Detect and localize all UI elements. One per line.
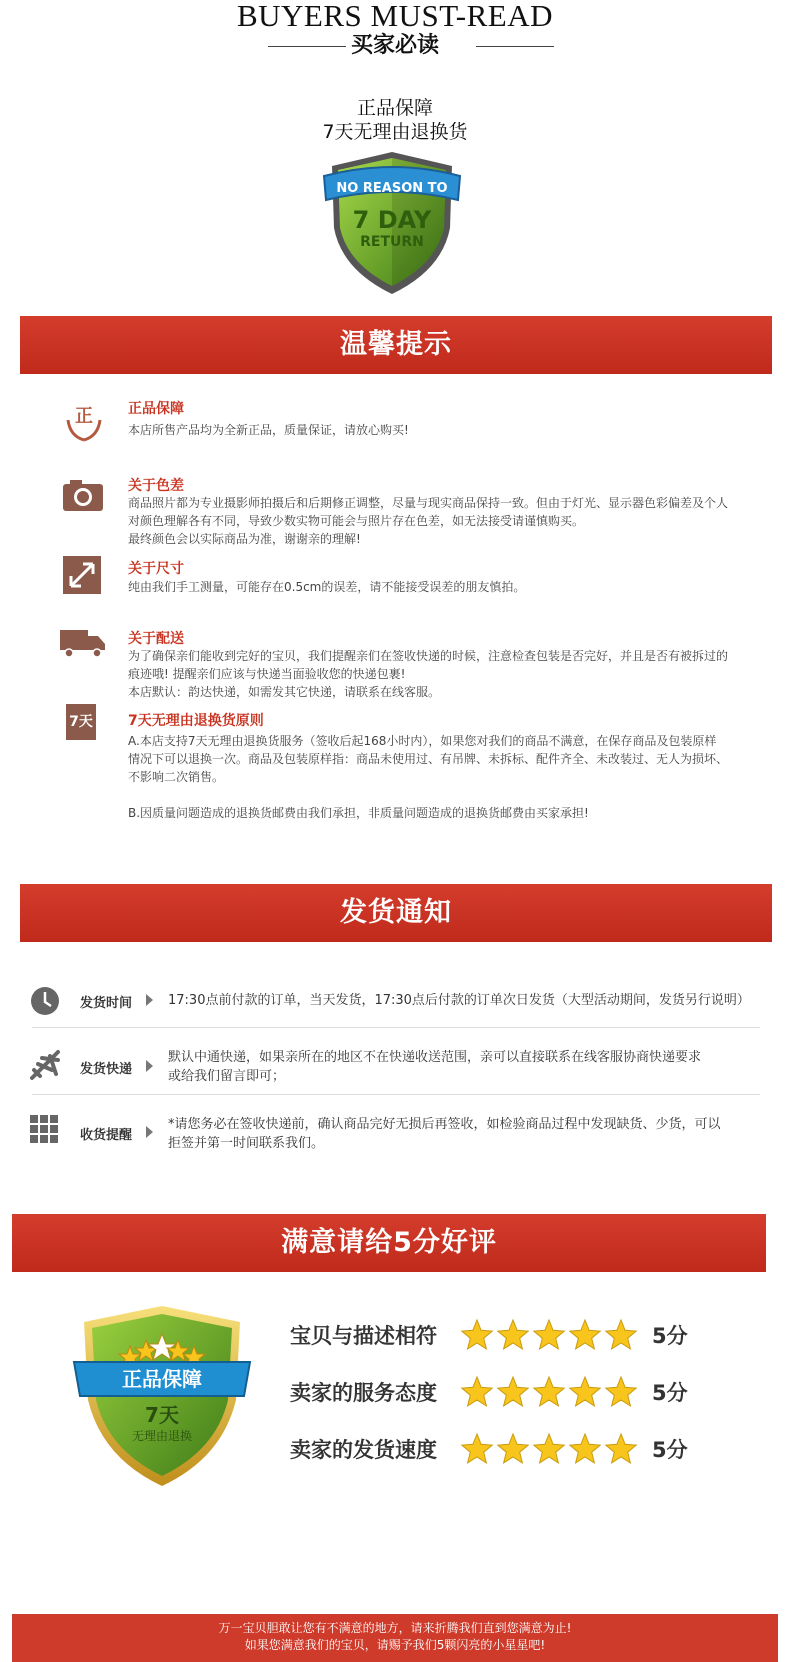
grid-icon — [30, 1115, 58, 1143]
shipping-banner: 发货通知 — [20, 884, 772, 942]
star-icon[interactable] — [606, 1434, 636, 1463]
seven-day-return-badge — [322, 148, 462, 298]
rating-stars[interactable] — [460, 1432, 640, 1466]
rating-label: 宝贝与描述相符 — [290, 1324, 437, 1348]
star-icon[interactable] — [498, 1377, 528, 1406]
ship-divider — [32, 1094, 760, 1095]
tip-text: 本店所售产品均为全新正品，质量保证，请放心购买! — [128, 423, 409, 437]
ship-arrow-icon — [146, 994, 153, 1006]
tip-text: A.本店支持7天无理由退换货服务（签收后起168小时内），如果您对我们的商品不满意，在保存商品及包装原样 情况下可以退换一次。商品及包装原样指：商品未使用过、有吊牌、未拆标、配件齐全、未改装过、无人为损坏、 不影响二次销售。 B.因质量问题造成的退换货邮费由我们承担，非质量问题造成的退换货邮费由买家承担! — [128, 734, 729, 820]
ship-label: 收货提醒 — [80, 1128, 133, 1143]
genuine-guarantee-badge — [72, 1300, 252, 1490]
ship-arrow-icon — [146, 1060, 153, 1072]
ship-divider — [32, 1027, 760, 1028]
star-icon[interactable] — [534, 1377, 564, 1406]
rating-banner: 满意请给5分好评 — [12, 1214, 766, 1272]
star-icon[interactable] — [462, 1377, 492, 1406]
tip-text: 商品照片都为专业摄影师拍摄后和后期修正调整，尽量与现实商品保持一致。但由于灯光、显示器色彩偏差及个人 对颜色理解各有不同，导致少数实物可能会与照片存在色差，如无法接受请谨慎购买。 最终颜色会以实际商品为准，谢谢亲的理解! — [128, 496, 729, 546]
rating-score: 5分 — [652, 1381, 688, 1405]
rating-label: 卖家的服务态度 — [290, 1381, 437, 1405]
ship-text: *请您务必在签收快递前，确认商品完好无损后再签收，如检验商品过程中发现缺货、少货，可以 拒签并第一时间联系我们。 — [168, 1117, 721, 1151]
tip-text: 为了确保亲们能收到完好的宝贝，我们提醒亲们在签收快递的时候，注意检查包装是否完好，并且是否有被拆过的 痕迹哦! 提醒亲们应该与快递当面验收您的快递包裹! 本店默认：韵达快递，如需发其它快递，请联系在线客服。 — [128, 649, 729, 699]
badge-main-text: 7 DAY — [352, 206, 432, 234]
star-icon[interactable] — [570, 1434, 600, 1463]
star-icon[interactable] — [498, 1434, 528, 1463]
rating-label: 卖家的发货速度 — [290, 1438, 437, 1462]
ship-label: 发货时间 — [80, 996, 133, 1011]
clock-icon — [30, 986, 60, 1016]
ship-label: 发货快递 — [80, 1062, 133, 1077]
footer-note — [12, 1614, 778, 1662]
rating-stars[interactable] — [460, 1318, 640, 1352]
star-icon[interactable] — [606, 1377, 636, 1406]
tip-text: 纯由我们手工测量，可能存在0.5cm的误差，请不能接受误差的朋友慎拍。 — [128, 580, 526, 594]
tips-banner: 温馨提示 — [20, 316, 772, 374]
title-divider-right — [476, 46, 554, 47]
tip-title: 7天无理由退换货原则 — [128, 713, 264, 729]
tip-title: 关于配送 — [128, 631, 184, 647]
guarantee-line-2: 7天无理由退换货 — [322, 121, 468, 143]
rating-badge-sub: 无理由退换 — [131, 1429, 193, 1443]
badge-sub-text: RETURN — [360, 234, 424, 250]
page-subtitle: 买家必读 — [350, 33, 439, 58]
tip-title: 关于色差 — [128, 478, 184, 494]
guarantee-line-1: 正品保障 — [356, 97, 433, 119]
star-icon[interactable] — [534, 1434, 564, 1463]
star-icon[interactable] — [606, 1320, 636, 1349]
rating-stars[interactable] — [460, 1375, 640, 1409]
rating-badge-ribbon: 正品保障 — [122, 1367, 202, 1391]
badge-ribbon-text: NO REASON TO — [336, 181, 448, 196]
genuine-hands-icon — [66, 402, 102, 442]
star-icon[interactable] — [570, 1377, 600, 1406]
footer-line-2: 如果您满意我们的宝贝，请赐予我们5颗闪亮的小星星吧! — [244, 1638, 546, 1652]
tip-title: 关于尺寸 — [128, 561, 184, 577]
calendar-7-icon: 7天 — [66, 704, 96, 740]
star-icon[interactable] — [570, 1320, 600, 1349]
rating-badge-main: 7天 — [145, 1403, 179, 1427]
footer-line-1: 万一宝贝胆敢让您有不满意的地方，请来折腾我们直到您满意为止! — [218, 1621, 572, 1635]
truck-icon — [60, 628, 106, 658]
star-icon[interactable] — [462, 1434, 492, 1463]
tip-title: 正品保障 — [128, 401, 184, 417]
ship-text: 默认中通快递，如果亲所在的地区不在快递收送范围，亲可以直接联系在线客服协商快递要求 或给我们留言即可； — [168, 1050, 702, 1084]
star-icon[interactable] — [498, 1320, 528, 1349]
star-icon[interactable] — [534, 1320, 564, 1349]
camera-icon — [62, 478, 104, 512]
resize-arrow-icon — [63, 556, 101, 594]
ship-text: 17:30点前付款的订单，当天发货，17:30点后付款的订单次日发货（大型活动期间，发货另行说明） — [168, 993, 750, 1008]
rating-score: 5分 — [652, 1324, 688, 1348]
page-title: BUYERS MUST-READ — [236, 0, 554, 33]
rating-score: 5分 — [652, 1438, 688, 1462]
svg-text:正: 正 — [75, 406, 93, 427]
star-icon[interactable] — [462, 1320, 492, 1349]
airplane-icon — [28, 1048, 62, 1082]
ship-arrow-icon — [146, 1126, 153, 1138]
